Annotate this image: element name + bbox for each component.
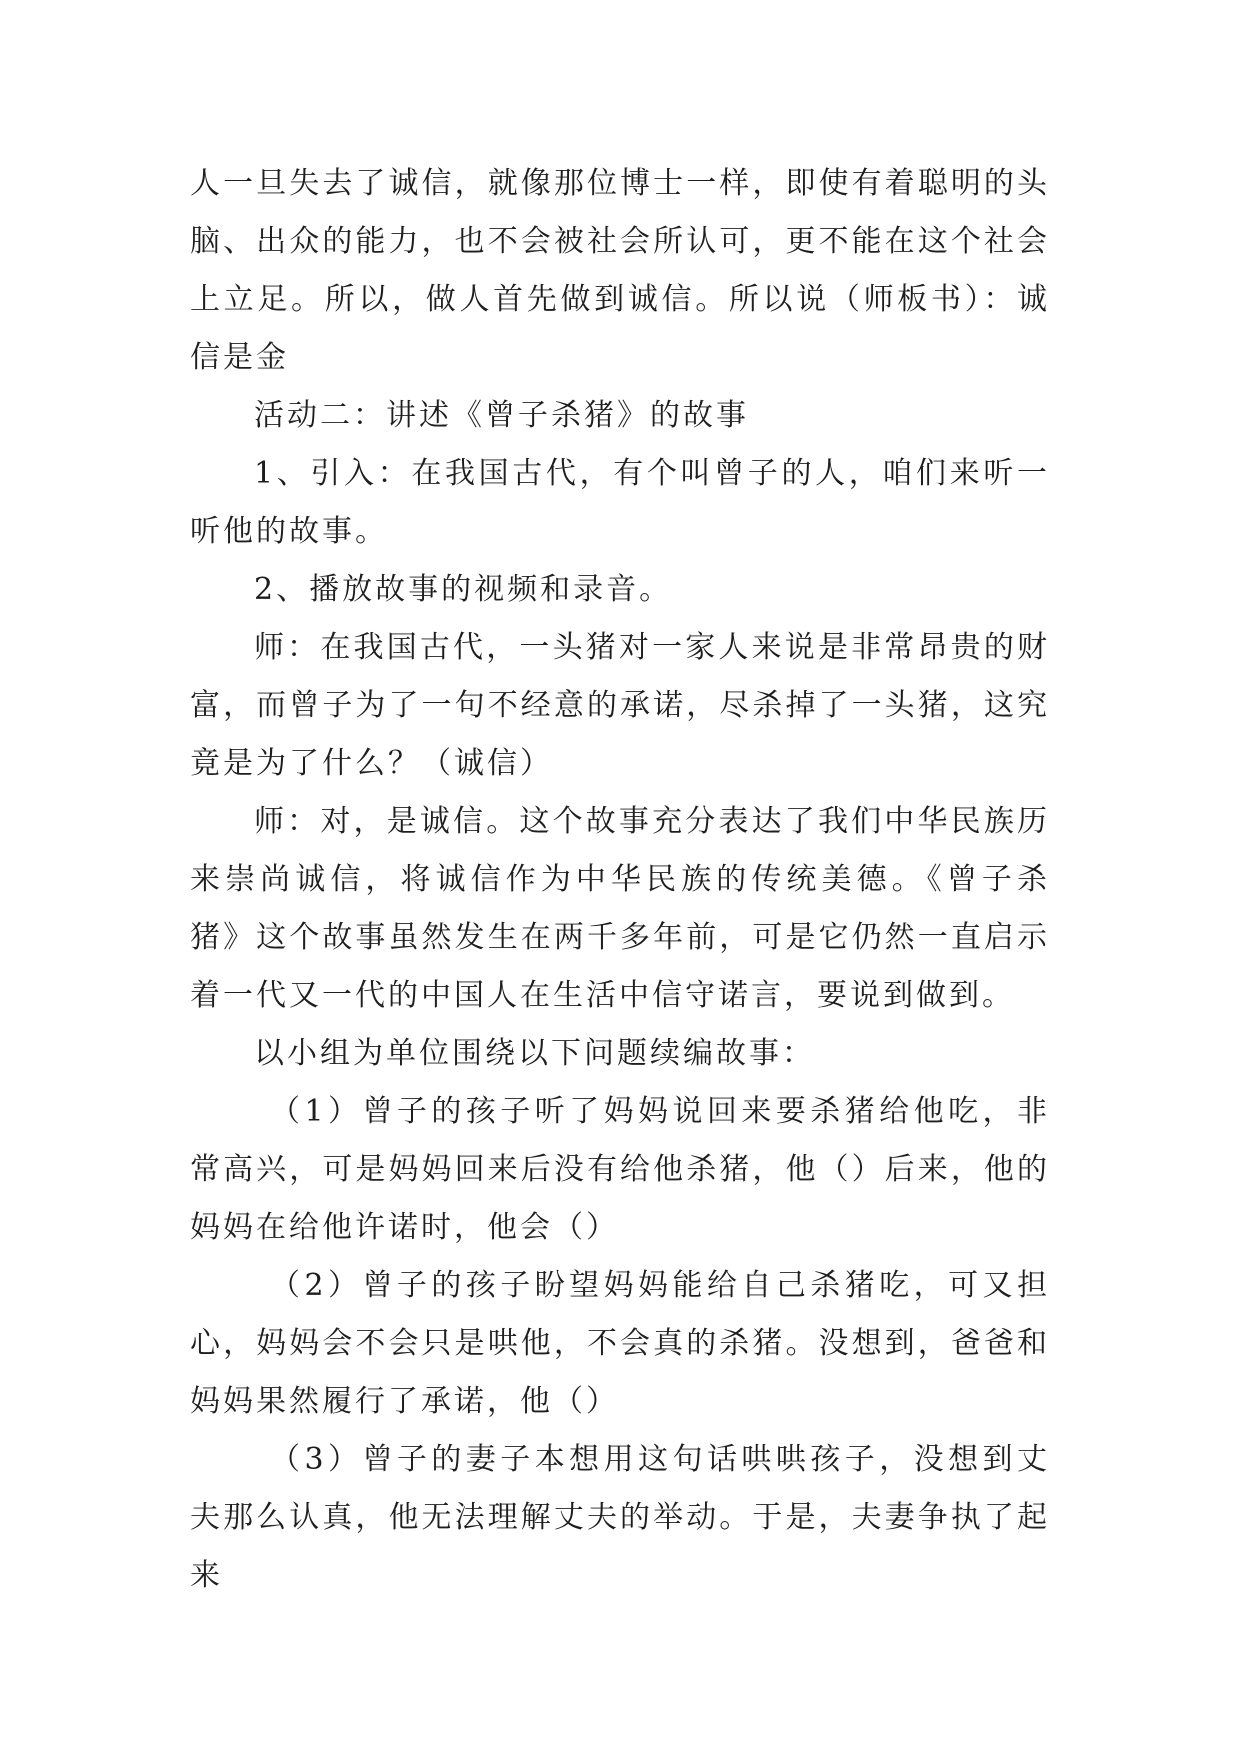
paragraph-step-play: 2、播放故事的视频和录音。	[254, 572, 673, 607]
paragraph-conclusion: 人一旦失去了诚信，就像那位博士一样，即使有着聪明的头脑、出众的能力，也不会被社会所认可，更不能在这个社会上立足。所以，做人首先做到诚信。所以说（师板书）：诚信是金	[190, 166, 1050, 375]
document-body	[190, 155, 1050, 1605]
paragraph-teacher-answer: 师：对，是诚信。这个故事充分表达了我们中华民族历来崇尚诚信，将诚信作为中华民族的传统美德。《曾子杀猪》这个故事虽然发生在两千多年前，可是它仍然一直启示着一代又一代的中国人在生活中信守诺言，要说到做到。	[190, 804, 1050, 1013]
paragraph-step-intro: 1、引入：在我国古代，有个叫曾子的人，咱们来听一听他的故事。	[190, 456, 1050, 549]
paragraph-question-1: （1）曾子的孩子听了妈妈说回来要杀猪给他吃，非常高兴，可是妈妈回来后没有给他杀猪，他（）后来，他的妈妈在给他许诺时，他会（）	[190, 1094, 1050, 1245]
paragraph-question-3: （3）曾子的妻子本想用这句话哄哄孩子，没想到丈夫那么认真，他无法理解丈夫的举动。于是，夫妻争执了起来	[190, 1442, 1050, 1593]
paragraph-group-task: 以小组为单位围绕以下问题续编故事：	[254, 1036, 815, 1071]
paragraph-activity-two-heading: 活动二：讲述《曾子杀猪》的故事	[254, 398, 749, 433]
paragraph-teacher-question: 师：在我国古代，一头猪对一家人来说是非常昂贵的财富，而曾子为了一句不经意的承诺，尽杀掉了一头猪，这究竟是为了什么？（诚信）	[190, 630, 1050, 781]
paragraph-question-2: （2）曾子的孩子盼望妈妈能给自己杀猪吃，可又担心，妈妈会不会只是哄他，不会真的杀猪。没想到，爸爸和妈妈果然履行了承诺，他（）	[190, 1268, 1050, 1419]
